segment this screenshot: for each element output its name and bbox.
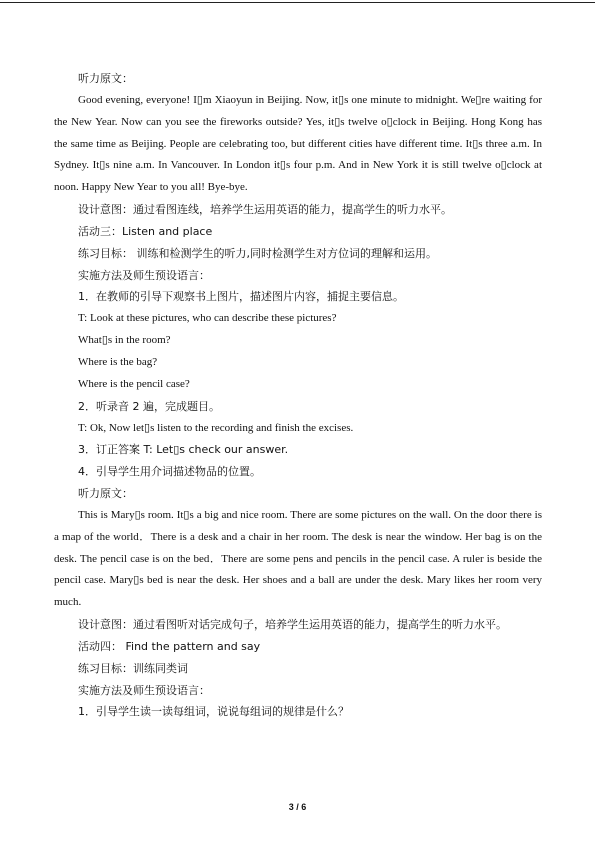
method-heading-3: 实施方法及师生预设语言： [78,268,210,282]
listening-script-1: Good evening, everyone! I▯m Xiaoyun in Beijing. Now, it▯s one minute to midnight. We▯re waiting for the New Year. Now can you see the fireworks outside? Yes, it▯s twelve o▯clock in Beijing. Hong Kong has the same time as Beijing. People are celebrating too, but different cities have different time. It▯s three a.m. In Sydney. It▯s nine a.m. In Vancouver. In London it▯s four p.m. And in New York it is still twelve o▯clock at noon. Happy New Year to you all! Bye-bye. [54,93,542,194]
step-3: 3．订正答案 T: Let▯s check our answer. [78,443,289,457]
header-rule [0,2,595,3]
document-body [54,68,542,723]
heading-listening-script-2: 听力原文： [78,487,133,501]
listening-script-2: This is Mary▯s room. It▯s a big and nice room. There are some pictures on the wall. On the door there is a map of the world．There is a desk and a chair in her room. The desk is near the window. Her bag is on the desk. The pencil case is on the bed．There are some pens and pencils in the pencil case. A ruler is beside the pencil case. Mary▯s bed is near the desk. Her shoes and a ball are under the desk. Mary likes her room very much. [54,508,542,609]
practice-goal-4: 练习目标：训练同类词 [78,661,188,675]
activity-4-title: 活动四： Find the pattern and say [78,639,261,653]
question-room: What▯s in the room? [78,334,171,347]
design-intent-2: 设计意图：通过看图听对话完成句子，培养学生运用英语的能力，提高学生的听力水平。 [78,618,507,632]
step-4: 4．引导学生用介词描述物品的位置。 [78,465,261,479]
design-intent-1: 设计意图：通过看图连线，培养学生运用英语的能力，提高学生的听力水平。 [78,203,452,217]
practice-goal-3: 练习目标： 训练和检测学生的听力,同时检测学生对方位词的理解和运用。 [78,246,437,260]
step-1: 1．在教师的引导下观察书上图片，描述图片内容，捕捉主要信息。 [78,290,404,304]
teacher-line-2: T: Ok, Now let▯s listen to the recording and finish the excises. [78,421,354,434]
heading-listening-script-1: 听力原文： [78,72,133,85]
activity-3-title: 活动三：Listen and place [78,224,213,238]
step-4-1: 1．引导学生读一读每组词，说说每组词的规律是什么？ [78,705,349,719]
teacher-line-1: T: Look at these pictures, who can describe these pictures? [78,312,337,325]
method-heading-4: 实施方法及师生预设语言： [78,683,210,697]
question-bag: Where is the bag? [78,355,158,368]
question-pencil-case: Where is the pencil case? [78,377,190,390]
page-number: 3 / 6 [288,802,307,812]
step-2: 2．听录音 2 遍，完成题目。 [78,399,220,413]
